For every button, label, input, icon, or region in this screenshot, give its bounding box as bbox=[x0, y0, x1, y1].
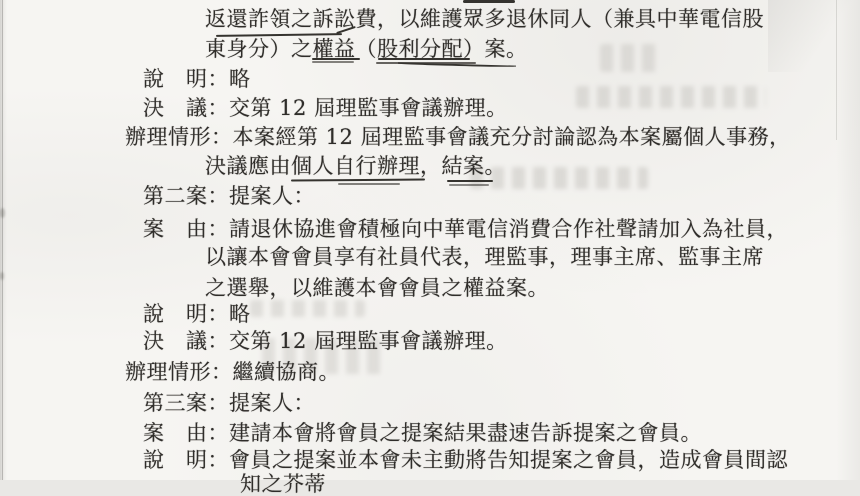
doc-line-9: 以讓本會會員享有社員代表，理監事，理事主席、監事主席 bbox=[205, 245, 764, 269]
doc-line-17-clipped: 知之芥蒂 bbox=[240, 472, 326, 496]
ink-underline bbox=[338, 183, 400, 185]
doc-line-11: 說 明：略 bbox=[143, 302, 251, 326]
doc-line-15: 案 由：建請本會將會員之提案結果盡速告訴提案之會員。 bbox=[143, 421, 702, 445]
doc-line-13: 辦理情形：繼續協商。 bbox=[125, 360, 340, 384]
scan-edge-left-line bbox=[2, 0, 3, 480]
doc-line-7: 第二案：提案人： bbox=[143, 184, 315, 208]
doc-line-4: 決 議：交第 12 屆理監事會議辦理。 bbox=[143, 96, 508, 120]
doc-line-12: 決 議：交第 12 屆理監事會議辦理。 bbox=[143, 329, 508, 353]
doc-line-5: 辦理情形：本案經第 12 屆理監事會議充分討論認為本案屬個人事務， bbox=[125, 125, 791, 149]
bleed-through-smudge bbox=[250, 300, 365, 317]
doc-line-8: 案 由：請退休協進會積極向中華電信消費合作社聲請加入為社員， bbox=[143, 217, 788, 241]
doc-line-3: 說 明：略 bbox=[143, 67, 251, 91]
doc-line-6: 決議應由個人自行辦理，結案。 bbox=[205, 154, 506, 178]
ink-underline bbox=[312, 61, 354, 63]
ink-underline bbox=[447, 180, 493, 182]
doc-line-1: 返還詐領之訴訟費，以維護眾多退休同人（兼具中華電信股 bbox=[205, 7, 764, 31]
doc-line-10: 之選舉，以維護本會會員之權益案。 bbox=[205, 276, 549, 300]
scan-speck bbox=[0, 272, 4, 280]
bleed-through-smudge bbox=[600, 44, 662, 72]
ink-underline-cutoff-top bbox=[463, 0, 515, 3]
ink-underline bbox=[449, 184, 489, 186]
doc-line-2: 東身分）之權益（股利分配）案。 bbox=[205, 37, 528, 61]
corner-shadow bbox=[768, 0, 860, 72]
doc-line-16: 說 明：會員之提案並本會未主動將告知提案之會員，造成會員間認 bbox=[143, 448, 788, 472]
ink-underline bbox=[291, 179, 425, 182]
ink-underline-swoosh bbox=[398, 62, 516, 67]
scan-edge-right bbox=[836, 0, 860, 480]
doc-line-14: 第三案：提案人： bbox=[143, 391, 315, 415]
scan-speck bbox=[0, 208, 5, 218]
bleed-through-smudge bbox=[576, 86, 766, 108]
